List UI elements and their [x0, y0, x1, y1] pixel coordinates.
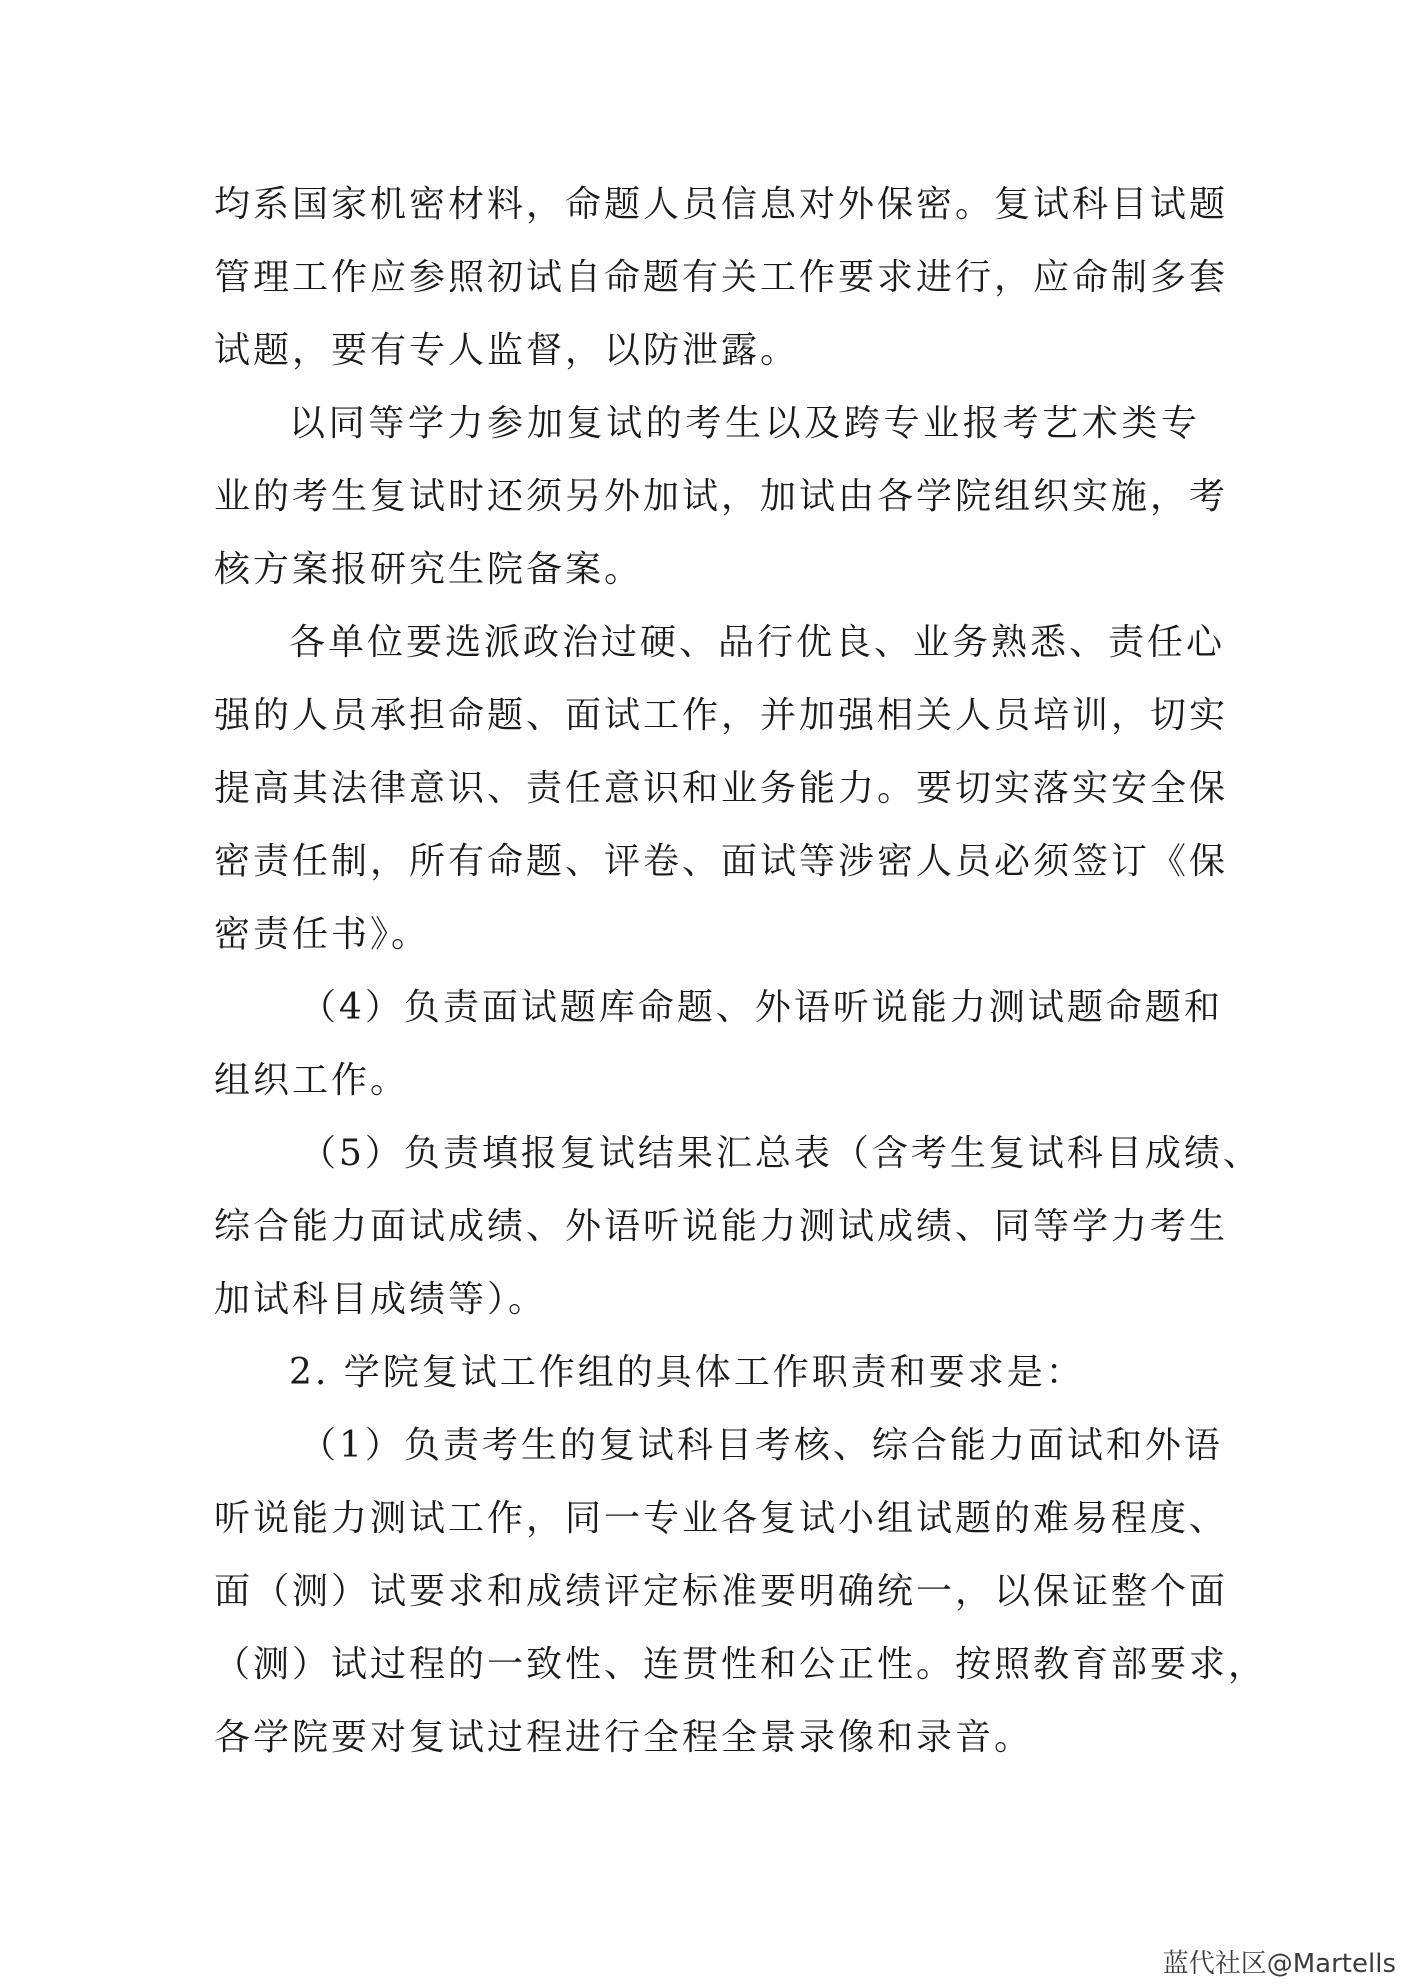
paragraph-line: 管理工作应参照初试自命题有关工作要求进行，应命制多套 — [214, 257, 1229, 298]
paragraph-line: 均系国家机密材料，命题人员信息对外保密。复试科目试题 — [214, 184, 1229, 225]
watermark-text: 蓝代社区@Martells — [1162, 1949, 1396, 1979]
paragraph-line: 密责任制，所有命题、评卷、面试等涉密人员必须签订《保 — [214, 841, 1229, 882]
list-item-line: （测）试过程的一致性、连贯性和公正性。按照教育部要求， — [214, 1644, 1268, 1685]
list-item-line: 组织工作。 — [214, 1060, 410, 1101]
paragraph-line: 强的人员承担命题、面试工作，并加强相关人员培训，切实 — [214, 695, 1229, 736]
paragraph-line: 密责任书》。 — [214, 914, 431, 955]
document-body — [214, 168, 1268, 1774]
list-item-line: 各学院要对复试过程进行全程全景录像和录音。 — [214, 1717, 1034, 1758]
section-heading-line: 2. 学院复试工作组的具体工作职责和要求是： — [289, 1352, 1085, 1393]
list-item-line: 综合能力面试成绩、外语听说能力测试成绩、同等学力考生 — [214, 1206, 1229, 1247]
paragraph-line: 各单位要选派政治过硬、品行优良、业务熟悉、责任心 — [289, 622, 1226, 663]
paragraph-line: 以同等学力参加复试的考生以及跨专业报考艺术类专 — [289, 403, 1200, 444]
paragraph-line: 业的考生复试时还须另外加试，加试由各学院组织实施，考 — [214, 476, 1229, 517]
list-item-line: （4）负责面试题库命题、外语听说能力测试题命题和 — [300, 987, 1223, 1028]
list-item-line: （5）负责填报复试结果汇总表（含考生复试科目成绩、 — [300, 1133, 1262, 1174]
list-item-line: 加试科目成绩等）。 — [214, 1279, 548, 1320]
paragraph-line: 提高其法律意识、责任意识和业务能力。要切实落实安全保 — [214, 768, 1229, 809]
list-item-line: 听说能力测试工作，同一专业各复试小组试题的难易程度、 — [214, 1498, 1229, 1539]
list-item-line: 面（测）试要求和成绩评定标准要明确统一，以保证整个面 — [214, 1571, 1229, 1612]
paragraph-line: 核方案报研究生院备案。 — [214, 549, 644, 590]
list-item-line: （1）负责考生的复试科目考核、综合能力面试和外语 — [300, 1425, 1223, 1466]
paragraph-line: 试题，要有专人监督，以防泄露。 — [214, 330, 800, 371]
